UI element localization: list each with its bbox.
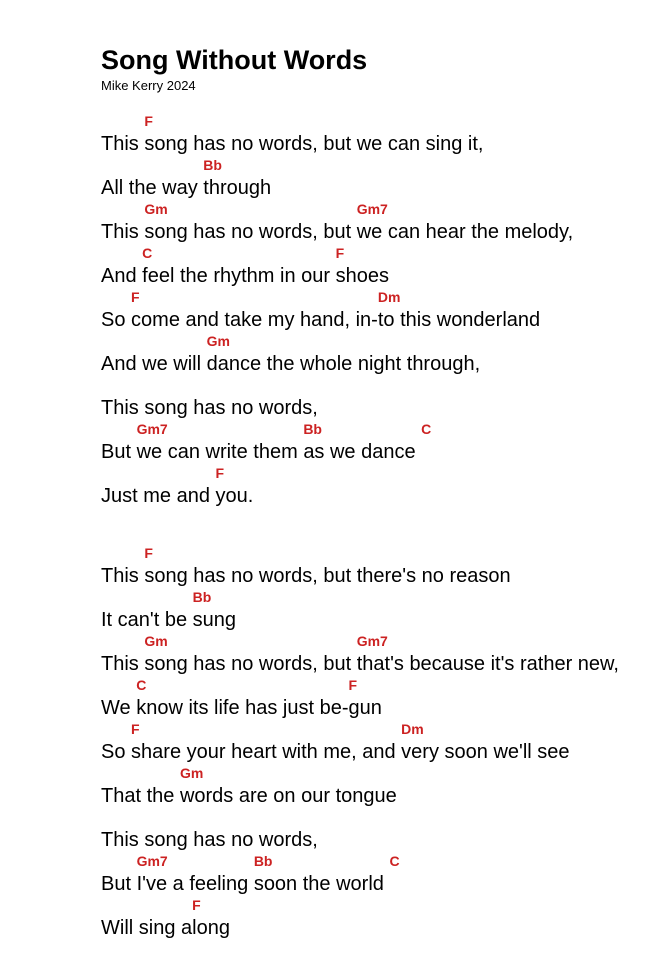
section-chorus-2 xyxy=(101,828,642,940)
lyric-segment: This xyxy=(101,565,145,587)
chord-label: F xyxy=(335,245,345,261)
lyric-segment: F come and take my hand, in- xyxy=(131,289,378,331)
lyric-segment: Gm7 we can hear the melody, xyxy=(356,201,574,243)
lyric-segment: That the xyxy=(101,785,180,807)
lyric-segment: F gun xyxy=(348,677,382,719)
chord-label: Bb xyxy=(253,853,273,869)
lyric-line xyxy=(101,200,642,244)
chord-label: F xyxy=(348,677,358,693)
lyric-line xyxy=(101,464,642,508)
lyric-line xyxy=(101,112,642,156)
lyric-line xyxy=(101,288,642,332)
page-title: Song Without Words xyxy=(101,45,368,75)
lyric-segment: Gm song has no words, but xyxy=(144,633,357,675)
chord-label: C xyxy=(136,677,147,693)
chord-label: Gm7 xyxy=(136,421,168,437)
lyric-segment: So xyxy=(101,309,132,331)
lyric-segment: And we will xyxy=(101,353,207,375)
chord-label: Bb xyxy=(303,421,322,437)
song-body xyxy=(101,112,642,940)
lyric-line xyxy=(101,244,642,288)
chord-label: F xyxy=(131,721,140,737)
lyric-segment: But xyxy=(101,873,137,895)
lyric-line xyxy=(101,852,642,896)
lyric-segment: Gm song has no words, but xyxy=(144,201,357,243)
lyric-line xyxy=(101,332,642,376)
chord-label: F xyxy=(192,897,201,913)
lyric-line xyxy=(101,156,642,200)
section-chorus-1 xyxy=(101,396,642,508)
chord-label: F xyxy=(215,465,225,481)
lyric-segment: Gm7 we can write them xyxy=(136,421,304,463)
lyric-segment: This xyxy=(101,221,145,243)
lyric-line xyxy=(101,676,642,720)
chord-label: F xyxy=(144,113,153,129)
chord-label: Gm xyxy=(144,633,168,649)
chord-label: Gm xyxy=(206,333,230,349)
chord-label: Gm xyxy=(179,765,204,781)
chord-label: Gm7 xyxy=(356,201,388,217)
chord-label: Gm xyxy=(144,201,168,217)
lyric-segment: Gm7 I've a feeling xyxy=(136,853,254,895)
lyric-segment: Dm very soon we'll see xyxy=(401,721,570,763)
section-verse-1 xyxy=(101,112,642,376)
chord-label: Bb xyxy=(192,589,212,605)
song-author: Mike Kerry 2024 xyxy=(101,78,196,93)
chord-label: C xyxy=(421,421,432,437)
lyric-segment: F song has no words, but we can sing it, xyxy=(144,113,484,155)
lyric-segment: And xyxy=(101,265,143,287)
lyric-segment: F share your heart with me, and xyxy=(131,721,402,763)
lyric-segment: This song has no words, xyxy=(101,397,318,419)
chord-label: Dm xyxy=(401,721,424,737)
lyric-segment: Bb as we dance xyxy=(303,421,422,463)
lyric-segment: Bb sung xyxy=(192,589,237,631)
lyric-segment: Will sing a xyxy=(101,917,193,939)
lyric-segment: F long xyxy=(192,897,230,939)
lyric-line xyxy=(101,632,642,676)
chord-label: Dm xyxy=(377,289,401,305)
lyric-segment: F you. xyxy=(215,465,254,507)
chord-label: Bb xyxy=(203,157,222,173)
lyric-line xyxy=(101,396,642,420)
lyric-segment: C know its life has just be- xyxy=(136,677,349,719)
lyric-segment: Gm words are on our tongue xyxy=(179,765,397,807)
lyric-line xyxy=(101,764,642,808)
lyric-segment: F shoes xyxy=(335,245,389,287)
section-verse-2 xyxy=(101,544,642,808)
lyric-segment: Dm to this wonderland xyxy=(377,289,541,331)
lyric-line xyxy=(101,896,642,940)
lyric-segment: It can't be xyxy=(101,609,193,631)
lyric-segment: This song has no words, xyxy=(101,829,318,851)
lyric-segment: Bb soon the world xyxy=(253,853,390,895)
lyric-segment: Gm dance the whole night through, xyxy=(206,333,481,375)
lyric-line xyxy=(101,828,642,852)
lyric-segment: This xyxy=(101,653,145,675)
chord-label: Gm7 xyxy=(356,633,388,649)
lyric-line xyxy=(101,720,642,764)
lyric-line xyxy=(101,420,642,464)
lyric-segment: Bb through xyxy=(203,157,272,199)
chord-label: F xyxy=(131,289,140,305)
lyric-line xyxy=(101,544,642,588)
lyric-segment: All the way xyxy=(101,177,204,199)
lyric-segment: So xyxy=(101,741,132,763)
lyric-segment: This xyxy=(101,133,145,155)
lyric-line xyxy=(101,588,642,632)
lyric-segment: But xyxy=(101,441,137,463)
lyric-segment: Gm7 that's because it's rather new, xyxy=(356,633,619,675)
lyric-segment: C feel the rhythm in our xyxy=(142,245,336,287)
chord-label: C xyxy=(389,853,400,869)
chord-label: F xyxy=(144,545,153,561)
chord-label: Gm7 xyxy=(136,853,168,869)
lyric-segment: We xyxy=(101,697,137,719)
chord-label: C xyxy=(142,245,153,261)
lyric-segment: Just me and xyxy=(101,485,216,507)
lyric-segment: F song has no words, but there's no reason xyxy=(144,545,511,587)
